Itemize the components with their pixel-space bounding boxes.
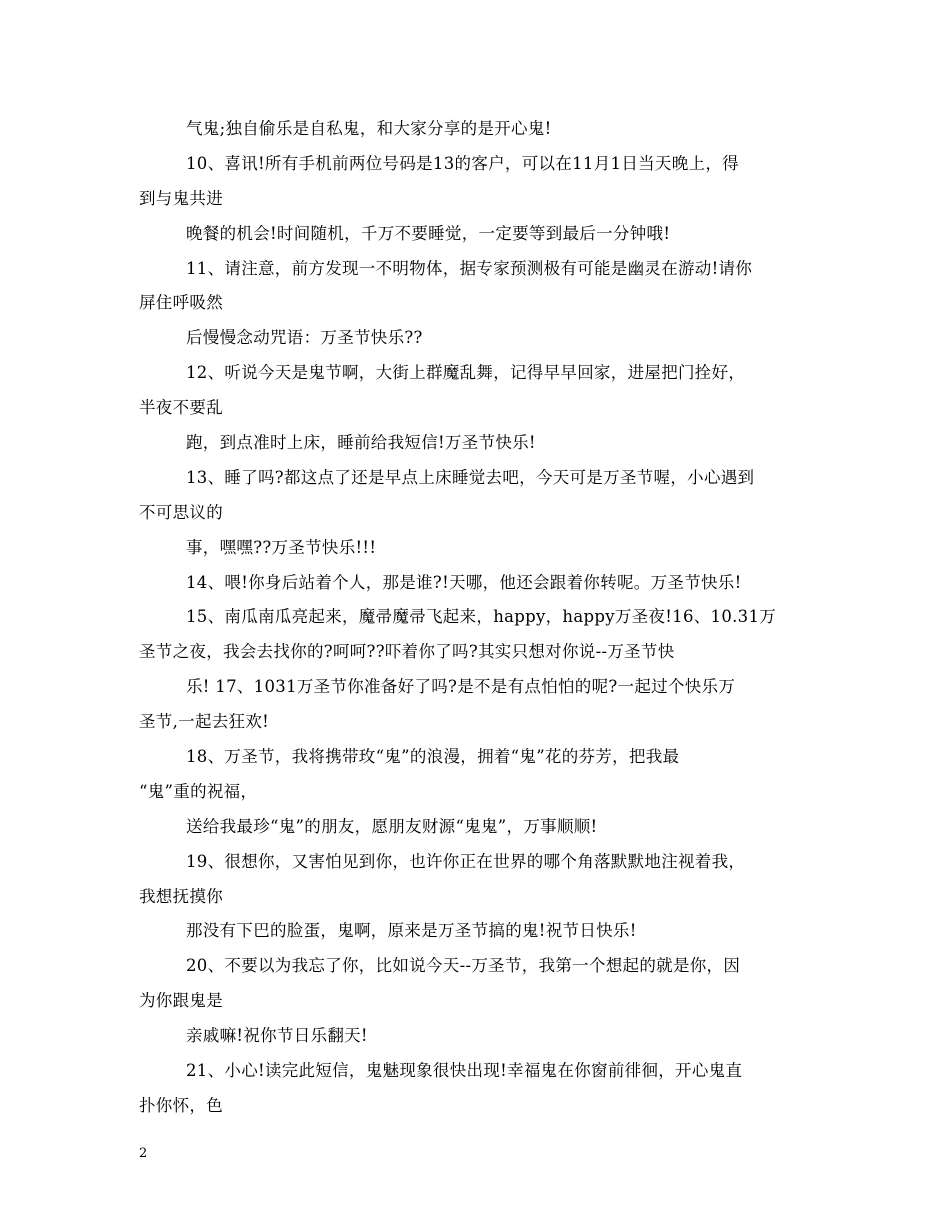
text-line: 14、喂!你身后站着个人，那是谁?!天哪，他还会跟着你转呢。万圣节快乐! bbox=[186, 572, 742, 592]
text-line: 事，嘿嘿??万圣节快乐!!! bbox=[186, 537, 377, 557]
text-line: 圣节之夜，我会去找你的?呵呵??吓着你了吗?其实只想对你说--万圣节快 bbox=[139, 642, 675, 662]
text-line: 那没有下巴的脸蛋，鬼啊，原来是万圣节搞的鬼!祝节日快乐! bbox=[186, 921, 637, 941]
text-line: 后慢慢念动咒语：万圣节快乐?? bbox=[186, 328, 423, 348]
text-line: 为你跟鬼是 bbox=[139, 991, 223, 1011]
text-line: 21、小心!读完此短信，鬼魅现象很快出现!幸福鬼在你窗前徘徊，开心鬼直 bbox=[186, 1061, 743, 1081]
text-line: 晚餐的机会!时间随机，千万不要睡觉，一定要等到最后一分钟哦! bbox=[186, 223, 671, 243]
text-line: 不可思议的 bbox=[139, 502, 223, 522]
text-line: 气鬼;独自偷乐是自私鬼，和大家分享的是开心鬼! bbox=[186, 119, 552, 138]
text-line: 13、睡了吗?都这点了还是早点上床睡觉去吧，今天可是万圣节喔，小心遇到 bbox=[186, 467, 755, 487]
text-line: 12、听说今天是鬼节啊，大街上群魔乱舞，记得早早回家，进屋把门拴好， bbox=[186, 363, 746, 383]
text-line: 送给我最珍“鬼”的朋友，愿朋友财源“鬼鬼”，万事顺顺! bbox=[186, 816, 598, 836]
text-line: 屏住呼吸然 bbox=[139, 293, 223, 313]
text-line: 乐! 17、1031万圣节你准备好了吗?是不是有点怕怕的呢?一起过个快乐万 bbox=[186, 677, 736, 697]
text-line: 扑你怀，色 bbox=[139, 1095, 223, 1115]
body-text bbox=[139, 112, 814, 1124]
text-line: 亲戚嘛!祝你节日乐翻天! bbox=[186, 1026, 368, 1046]
page-number: 2 bbox=[139, 1146, 148, 1161]
text-line: 10、喜讯!所有手机前两位号码是13的客户，可以在11月1日当天晚上，得 bbox=[186, 153, 739, 173]
text-line: 我想抚摸你 bbox=[139, 886, 223, 906]
text-line: 15、南瓜南瓜亮起来，魔帚魔帚飞起来，happy，happy万圣夜!16、10.31万 bbox=[186, 607, 777, 627]
text-line: “鬼”重的祝福， bbox=[139, 781, 258, 801]
text-line: 跑，到点准时上床，睡前给我短信!万圣节快乐! bbox=[186, 433, 536, 453]
text-line: 18、万圣节，我将携带玫“鬼”的浪漫，拥着“鬼”花的芬芳，把我最 bbox=[186, 747, 680, 767]
text-line: 19、很想你，又害怕见到你，也许你正在世界的哪个角落默默地注视着我， bbox=[186, 851, 746, 871]
text-line: 圣节,一起去狂欢! bbox=[139, 712, 270, 732]
text-line: 到与鬼共进 bbox=[139, 188, 223, 208]
text-line: 11、请注意，前方发现一不明物体，据专家预测极有可能是幽灵在游动!请你 bbox=[186, 258, 753, 278]
text-line: 20、不要以为我忘了你，比如说今天--万圣节，我第一个想起的就是你，因 bbox=[186, 956, 741, 976]
text-line: 半夜不要乱 bbox=[139, 398, 223, 418]
